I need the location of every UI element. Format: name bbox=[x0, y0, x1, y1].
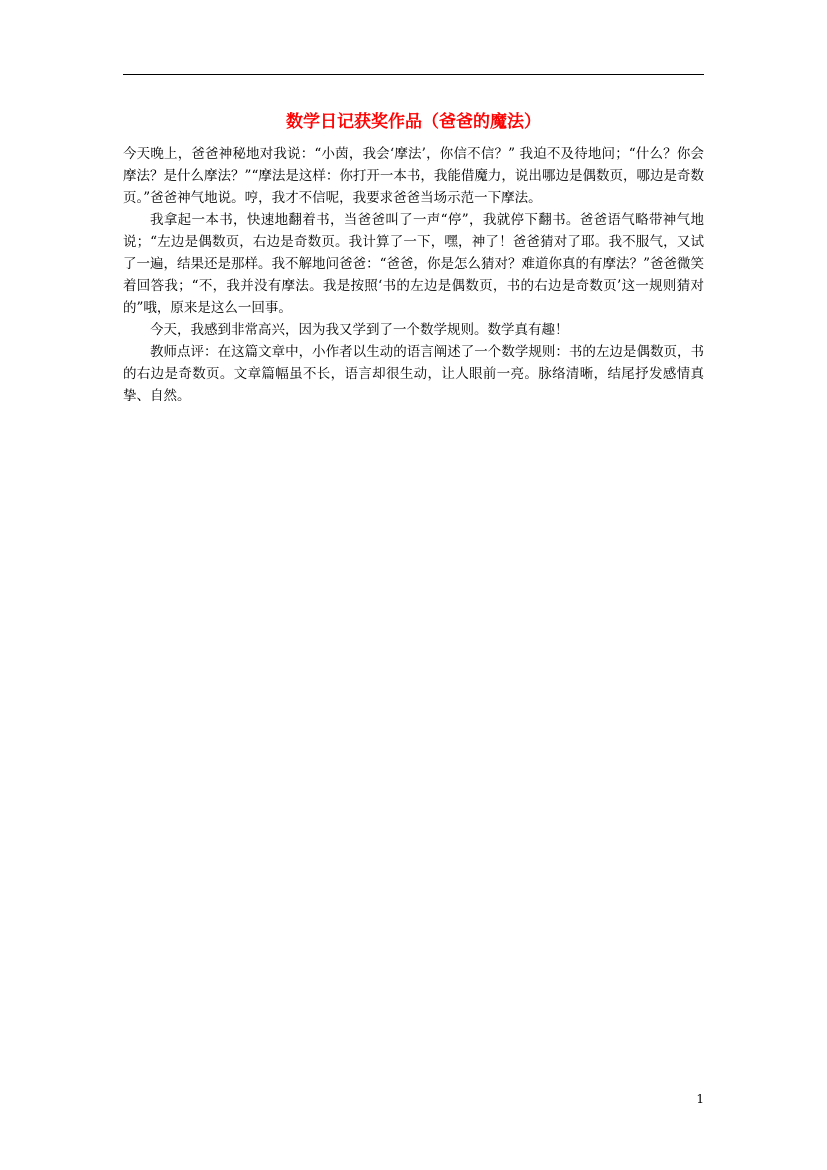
document-body bbox=[123, 143, 704, 407]
paragraph-4-teacher-comment: 教师点评：在这篇文章中，小作者以生动的语言阐述了一个数学规则：书的左边是偶数页，书的右边是奇数页。文章篇幅虽不长，语言却很生动，让人眼前一亮。脉络清晰，结尾抒发感情真挚、自然。 bbox=[123, 344, 704, 404]
paragraph-2: 我拿起一本书，快速地翻着书，当爸爸叫了一声“停”，我就停下翻书。爸爸语气略带神气地说；“左边是偶数页，右边是奇数页。我计算了一下，嘿，神了！爸爸猜对了耶。我不服气，又试了一遍，结果还是那样。我不解地问爸爸：“爸爸，你是怎么猜对？难道你真的有摩法？”爸爸微笑着回答我；“不，我并没有摩法。我是按照‘书的左边是偶数页，书的右边是奇数页’这一规则猜对的”哦，原来是这么一回事。 bbox=[123, 212, 704, 316]
paragraph-3: 今天，我感到非常高兴，因为我又学到了一个数学规则。数学真有趣！ bbox=[150, 322, 569, 338]
document-title: 数学日记获奖作品（爸爸的魔法） bbox=[286, 112, 541, 132]
page-number: 1 bbox=[696, 1092, 704, 1106]
paragraph-1: 今天晚上，爸爸神秘地对我说：“小茵，我会‘摩法’，你信不信？” 我迫不及待地问；“什么？你会摩法？是什么摩法？”“摩法是这样：你打开一本书，我能借魔力，说出哪边是偶数页，哪边是奇数页。”爸爸神气地说。哼，我才不信呢，我要求爸爸当场示范一下摩法。 bbox=[123, 146, 704, 206]
header-rule bbox=[123, 74, 704, 75]
